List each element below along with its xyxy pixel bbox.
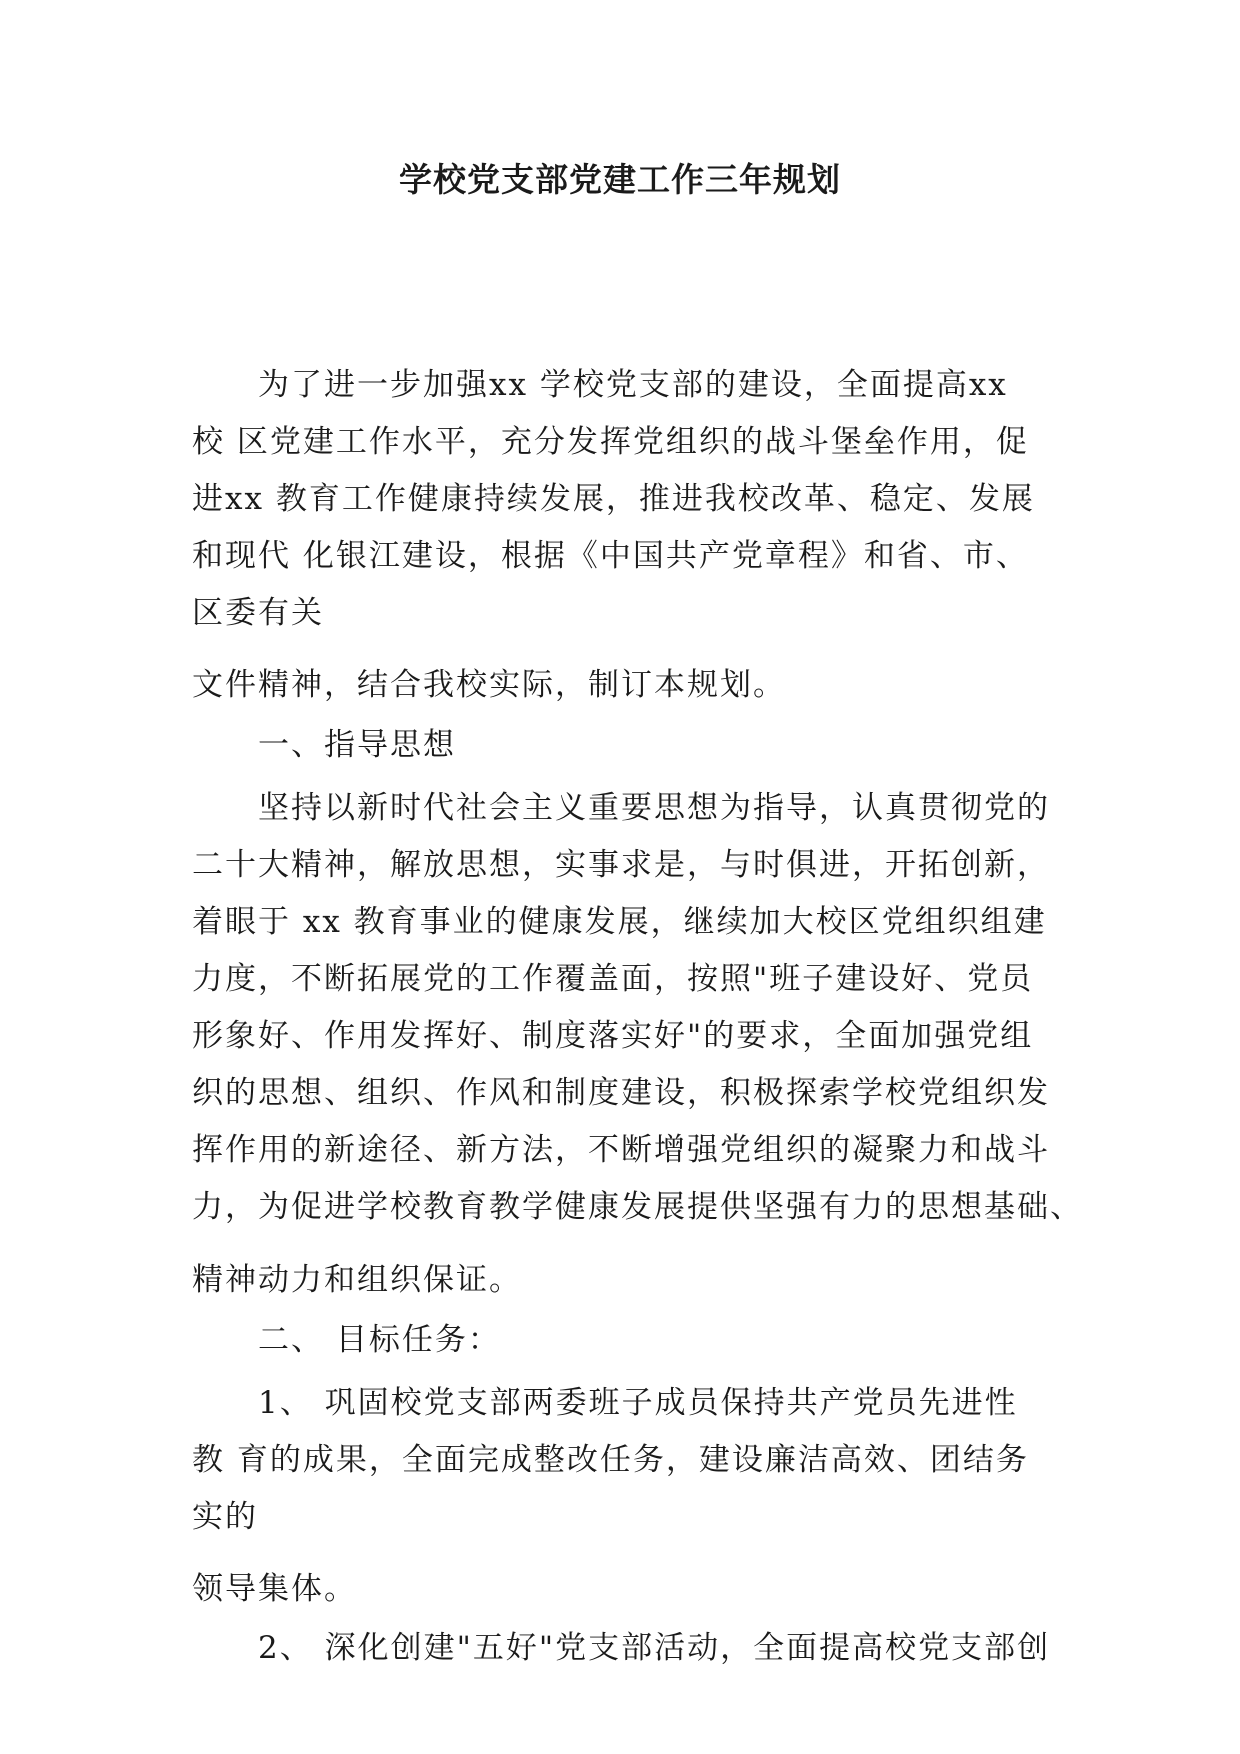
text-line: 精神动力和组织保证。	[192, 1262, 522, 1298]
text-line: 文件精神，结合我校实际，制订本规划。	[192, 667, 786, 703]
document-title: 学校党支部党建工作三年规划	[399, 160, 841, 199]
text-line: 校 区党建工作水平，充分发挥党组织的战斗堡垒作用，促	[192, 424, 1029, 460]
text-line: 力，为促进学校教育教学健康发展提供坚强有力的思想基础、	[192, 1189, 1083, 1225]
text-line: 形象好、作用发挥好、制度落实好"的要求，全面加强党组	[192, 1018, 1034, 1054]
text-line: 进xx 教育工作健康持续发展，推进我校改革、稳定、发展	[192, 481, 1035, 517]
text-line: 力度，不断拓展党的工作覆盖面，按照"班子建设好、党员	[192, 961, 1034, 997]
section-heading: 二、 目标任务：	[258, 1322, 501, 1358]
text-line: 2、 深化创建"五好"党支部活动，全面提高校党支部创	[258, 1630, 1051, 1666]
text-line: 挥作用的新途径、新方法，不断增强党组织的凝聚力和战斗	[192, 1132, 1050, 1168]
text-line: 领导集体。	[192, 1571, 357, 1607]
text-line: 二十大精神，解放思想，实事求是，与时俱进，开拓创新，	[192, 847, 1050, 883]
text-line: 1、 巩固校党支部两委班子成员保持共产党员先进性	[258, 1385, 1018, 1421]
text-line: 织的思想、组织、作风和制度建设，积极探索学校党组织发	[192, 1075, 1050, 1111]
text-line: 实的	[192, 1499, 258, 1535]
text-line: 坚持以新时代社会主义重要思想为指导，认真贯彻党的	[258, 790, 1050, 826]
text-line: 为了进一步加强xx 学校党支部的建设，全面提高xx	[258, 367, 1008, 403]
text-line: 着眼于 xx 教育事业的健康发展，继续加大校区党组织组建	[192, 904, 1047, 940]
section-heading: 一、指导思想	[258, 727, 456, 763]
text-line: 区委有关	[192, 595, 324, 631]
text-line: 和现代 化银江建设，根据《中国共产党章程》和省、市、	[192, 538, 1029, 574]
text-line: 教 育的成果，全面完成整改任务，建设廉洁高效、团结务	[192, 1442, 1029, 1478]
